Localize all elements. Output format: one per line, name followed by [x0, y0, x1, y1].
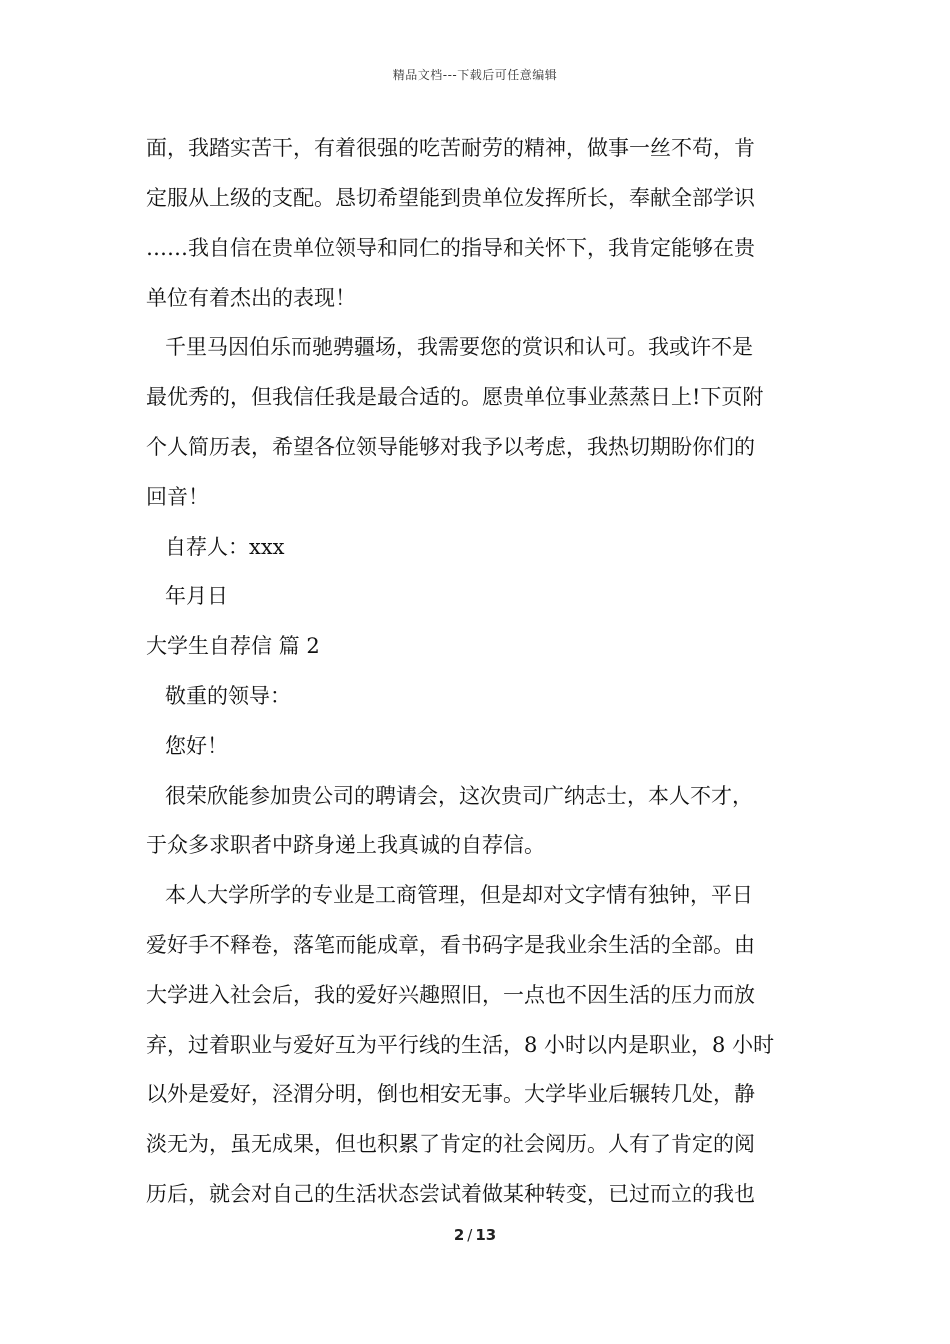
paragraph-line: 最优秀的，但我信任我是最合适的。愿贵单位事业蒸蒸日上!下页附 [146, 385, 764, 409]
paragraph-line: 爱好手不释卷，落笔而能成章，看书码字是我业余生活的全部。由 [146, 933, 755, 957]
paragraph-line: 面，我踏实苦干，有着很强的吃苦耐劳的精神，做事一丝不苟，肯 [146, 136, 755, 160]
salutation-line: 敬重的领导： [165, 684, 291, 708]
page-separator: / [467, 1226, 473, 1244]
paragraph-line: 弃，过着职业与爱好互为平行线的生活，8 小时以内是职业，8 小时 [146, 1033, 775, 1057]
paragraph-line: 单位有着杰出的表现！ [146, 286, 356, 310]
section-title: 大学生自荐信 篇 2 [146, 634, 320, 658]
paragraph-line: 于众多求职者中跻身递上我真诚的自荐信。 [146, 833, 545, 857]
paragraph-line: 回音！ [146, 485, 209, 509]
paragraph-line: 千里马因伯乐而驰骋疆场，我需要您的赏识和认可。我或许不是 [165, 335, 753, 359]
signature-line: 自荐人：xxx [165, 535, 285, 559]
paragraph-line: 历后，就会对自己的生活状态尝试着做某种转变，已过而立的我也 [146, 1182, 755, 1206]
paragraph-line: 个人简历表，希望各位领导能够对我予以考虑，我热切期盼你们的 [146, 435, 755, 459]
page-header: 精品文档---下载后可任意编辑 [392, 68, 558, 82]
page-number [0, 1226, 950, 1244]
paragraph-line: 大学进入社会后，我的爱好兴趣照旧，一点也不因生活的压力而放 [146, 983, 755, 1007]
paragraph-line: 以外是爱好，泾渭分明，倒也相安无事。大学毕业后辗转几处，静 [146, 1082, 755, 1106]
paragraph-line: 很荣欣能参加贵公司的聘请会，这次贵司广纳志士，本人不才， [165, 784, 753, 808]
date-line: 年月日 [165, 584, 228, 608]
paragraph-line: ……我自信在贵单位领导和同仁的指导和关怀下，我肯定能够在贵 [146, 236, 755, 260]
greeting-line: 您好！ [165, 734, 228, 758]
total-pages: 13 [475, 1226, 497, 1244]
current-page: 2 [453, 1226, 465, 1244]
paragraph-line: 定服从上级的支配。恳切希望能到贵单位发挥所长，奉献全部学识 [146, 186, 755, 210]
paragraph-line: 淡无为，虽无成果，但也积累了肯定的社会阅历。人有了肯定的阅 [146, 1132, 755, 1156]
paragraph-line: 本人大学所学的专业是工商管理，但是却对文字情有独钟，平日 [165, 883, 753, 907]
